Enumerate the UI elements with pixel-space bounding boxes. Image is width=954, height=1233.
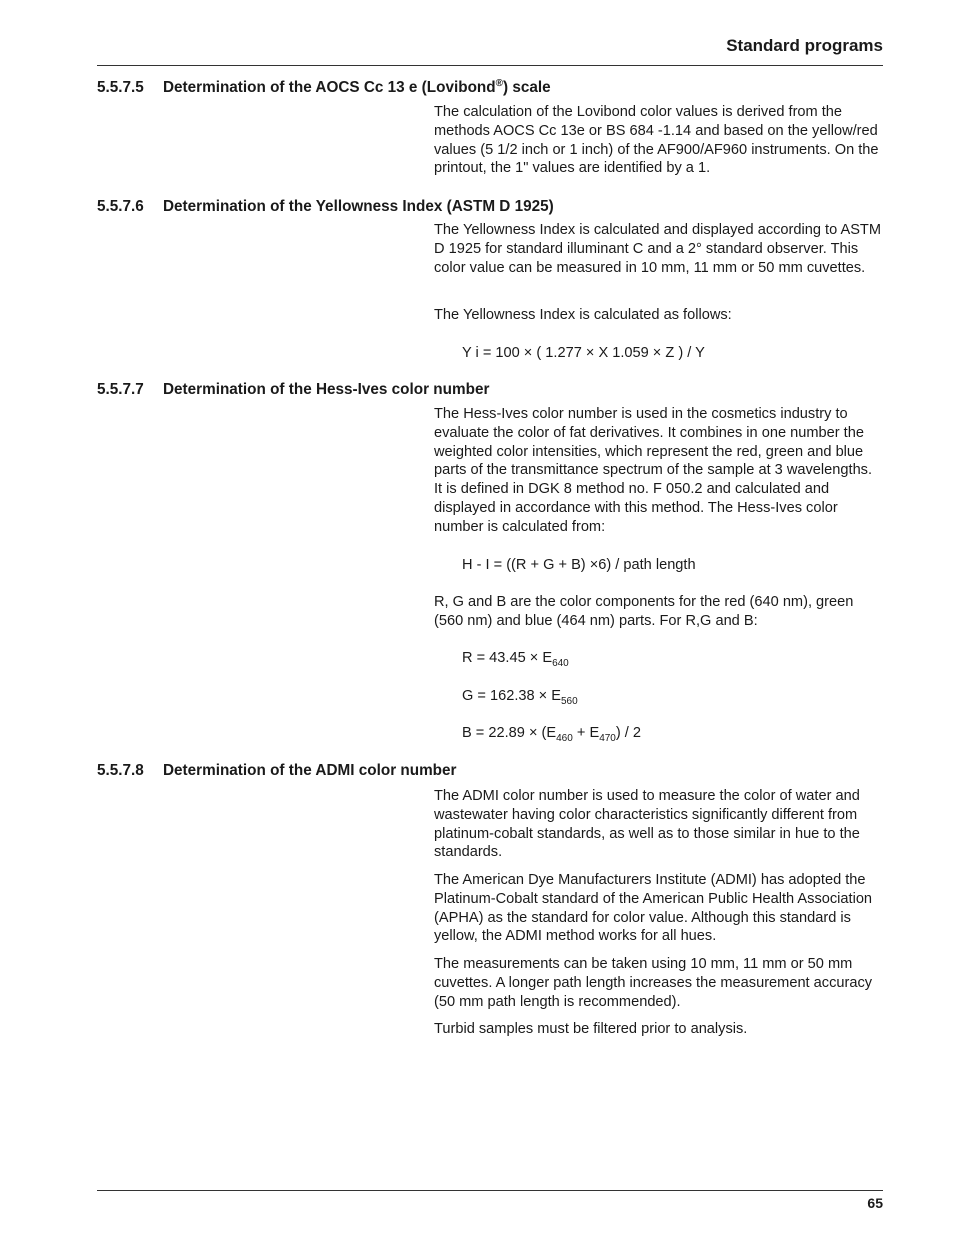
page-header-title: Standard programs bbox=[726, 36, 883, 55]
paragraph: The calculation of the Lovibond color values is derived from the methods AOCS Cc 13e or BS 684 -1.14 and based on the yellow/red values (5 1/2 inch or 1 inch) of the AF900/AF960 instruments. On the printout, the 1" values are identified by a 1. bbox=[434, 104, 879, 177]
paragraph: The Hess-Ives color number is used in the cosmetics industry to evaluate the color of fat derivatives. It combines in one number the weighted color intensities, which represent the red, green and blue parts of the transmittance spectrum of the sample at 3 wavelengths. It is defined in DGK 8 method no. F 050.2 and calculated and displayed in accordance with this method. The Hess-Ives color number is calculated from: bbox=[434, 406, 873, 535]
section-number: 5.5.7.7 bbox=[97, 381, 144, 398]
section-heading-admi bbox=[97, 762, 457, 780]
paragraph: The ADMI color number is used to measure the color of water and wastewater having color characteristics significantly different from platinum-cobalt standards, as well as to those similar in hue to the standards. bbox=[434, 788, 860, 861]
section-title: Determination of the AOCS Cc 13 e (Lovibond®) scale bbox=[163, 78, 551, 96]
formula-r: $R = 43.45 \times E_{640}$ bbox=[462, 650, 569, 669]
formula-yellowness: Y i = 100 × ( 1.277 × X 1.059 × Z ) / Y bbox=[462, 345, 705, 361]
paragraph: The American Dye Manufacturers Institute (ADMI) has adopted the Platinum-Cobalt standard of the American Public Health Association (APHA) as the standard for color value. Although this standard is yellow, the ADMI method works for all hues. bbox=[434, 872, 873, 945]
formula-b: $B = 22.89 \times (E_{460} + E_{470}) / 2$ bbox=[462, 725, 642, 744]
paragraph: The Yellowness Index is calculated as follows: bbox=[434, 307, 732, 323]
paragraph: The measurements can be taken using 10 mm, 11 mm or 50 mm cuvettes. A longer path length increases the measurement accuracy (50 mm path length is recommended). bbox=[434, 956, 873, 1010]
footer-rule bbox=[97, 1190, 883, 1191]
formula-hess-ives: H - I = ((R + G + B) ×6) / path length bbox=[462, 557, 696, 573]
section-title: Determination of the ADMI color number bbox=[163, 762, 457, 779]
section-heading-hess-ives bbox=[97, 381, 489, 399]
page-number: 65 bbox=[867, 1195, 883, 1211]
section-number: 5.5.7.8 bbox=[97, 762, 144, 779]
formula-g: $G = 162.38 \times E_{560}$ bbox=[462, 688, 578, 707]
section-heading-yellowness bbox=[97, 198, 554, 216]
paragraph: The Yellowness Index is calculated and displayed according to ASTM D 1925 for standard illuminant C and a 2° standard observer. This color value can be measured in 10 mm, 11 mm or 50 mm cuvettes. bbox=[434, 222, 881, 276]
paragraph: Turbid samples must be filtered prior to analysis. bbox=[434, 1021, 748, 1037]
header-rule bbox=[97, 65, 883, 66]
section-title: Determination of the Yellowness Index (ASTM D 1925) bbox=[163, 198, 554, 215]
section-number: 5.5.7.6 bbox=[97, 198, 144, 215]
paragraph: R, G and B are the color components for the red (640 nm), green (560 nm) and blue (464 nm) parts. For R,G and B: bbox=[434, 594, 854, 629]
section-heading-lovibond bbox=[97, 79, 551, 97]
section-number: 5.5.7.5 bbox=[97, 79, 144, 96]
section-title: Determination of the Hess-Ives color number bbox=[163, 381, 490, 398]
